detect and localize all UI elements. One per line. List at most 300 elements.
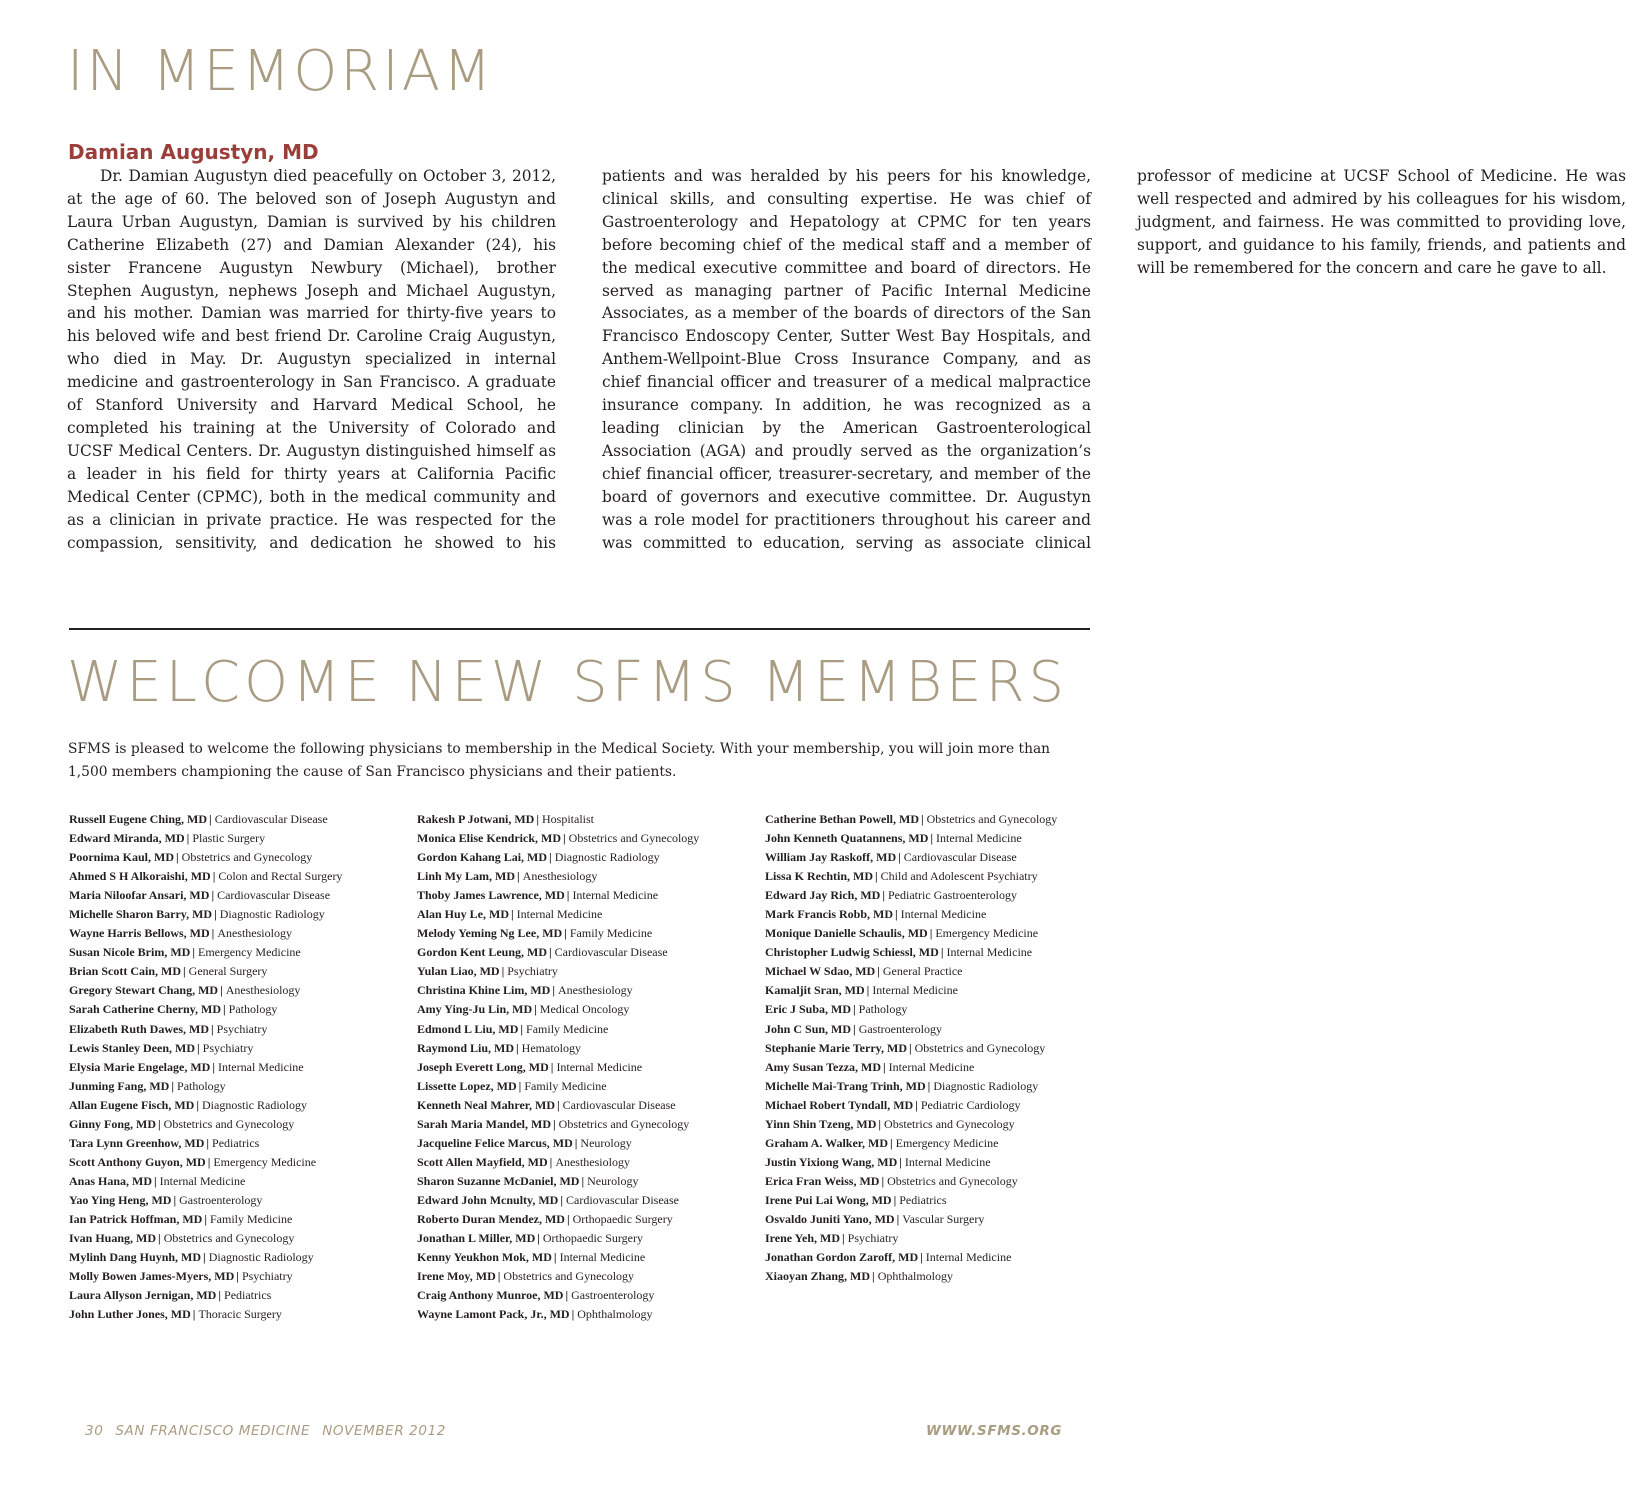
member-specialty: Psychiatry xyxy=(847,1231,899,1246)
member-specialty: Obstetrics and Gynecology xyxy=(503,1269,635,1284)
member-specialty: Gastroenterology xyxy=(858,1021,942,1036)
member-name: Gordon Kahang Lai, MD xyxy=(417,850,548,865)
member-entry xyxy=(765,1191,1057,1210)
member-entry xyxy=(69,1286,342,1305)
member-entry xyxy=(417,1020,699,1039)
member-specialty: Obstetrics and Gynecology xyxy=(181,850,313,865)
member-name: Ivan Huang, MD xyxy=(69,1231,157,1246)
member-specialty: Obstetrics and Gynecology xyxy=(163,1116,295,1131)
member-name: Laura Allyson Jernigan, MD xyxy=(69,1288,217,1303)
member-name: Raymond Liu, MD xyxy=(417,1040,515,1055)
member-specialty: Cardiovascular Disease xyxy=(554,945,668,960)
member-entry xyxy=(765,1058,1057,1077)
member-entry xyxy=(765,924,1057,943)
member-separator: | xyxy=(899,1154,902,1169)
member-separator: | xyxy=(853,1002,856,1017)
member-name: Irene Pui Lai Wong, MD xyxy=(765,1192,892,1207)
member-entry xyxy=(417,848,699,867)
member-specialty: Obstetrics and Gynecology xyxy=(558,1116,690,1131)
member-separator: | xyxy=(497,1269,501,1284)
member-name: Yinn Shin Tzeng, MD xyxy=(765,1116,877,1131)
member-specialty: Psychiatry xyxy=(241,1269,293,1284)
member-separator: | xyxy=(154,1173,157,1188)
member-name: Edmond L Liu, MD xyxy=(417,1021,519,1036)
member-entry xyxy=(417,1229,699,1248)
member-separator: | xyxy=(206,1135,210,1150)
member-name: Edward Miranda, MD xyxy=(69,831,185,846)
member-separator: | xyxy=(203,1250,206,1265)
member-specialty: Internal Medicine xyxy=(556,1059,643,1074)
member-specialty: Pediatrics xyxy=(212,1135,260,1150)
member-entry xyxy=(417,1115,699,1134)
member-name: Roberto Duran Mendez, MD xyxy=(417,1211,565,1226)
member-entry xyxy=(69,1020,342,1039)
member-separator: | xyxy=(211,888,215,903)
member-specialty: Ophthalmology xyxy=(577,1307,653,1322)
member-entry xyxy=(417,1286,699,1305)
member-separator: | xyxy=(186,831,190,846)
member-separator: | xyxy=(220,983,223,998)
member-entry xyxy=(69,886,342,905)
member-name: Erica Fran Weiss, MD xyxy=(765,1173,880,1188)
member-specialty: Internal Medicine xyxy=(572,888,659,903)
member-separator: | xyxy=(553,1250,557,1265)
member-specialty: Diagnostic Radiology xyxy=(219,907,325,922)
member-entry xyxy=(765,829,1057,848)
member-specialty: Vascular Surgery xyxy=(902,1211,985,1226)
member-entry xyxy=(765,1077,1057,1096)
member-entry xyxy=(765,1096,1057,1115)
member-entry xyxy=(69,810,342,829)
member-entry xyxy=(69,1210,342,1229)
member-name: Xiaoyan Zhang, MD xyxy=(765,1269,871,1284)
member-name: Yao Ying Heng, MD xyxy=(69,1192,172,1207)
member-specialty: Psychiatry xyxy=(202,1040,254,1055)
member-separator: | xyxy=(516,1040,519,1055)
member-entry xyxy=(69,1096,342,1115)
member-specialty: Cardiovascular Disease xyxy=(217,888,331,903)
member-separator: | xyxy=(534,1002,537,1017)
member-name: Brian Scott Cain, MD xyxy=(69,964,181,979)
member-entry xyxy=(69,943,342,962)
member-separator: | xyxy=(158,1231,161,1246)
member-name: Christopher Ludwig Schiessl, MD xyxy=(765,945,939,960)
member-entry xyxy=(69,1134,342,1153)
member-name: Justin Yixiong Wang, MD xyxy=(765,1154,898,1169)
member-name: Jonathan L Miller, MD xyxy=(417,1231,536,1246)
member-separator: | xyxy=(212,869,216,884)
member-name: Jacqueline Felice Marcus, MD xyxy=(417,1135,573,1150)
member-separator: | xyxy=(537,1231,540,1246)
member-entry xyxy=(765,867,1057,886)
member-separator: | xyxy=(553,1116,556,1131)
member-entry xyxy=(69,905,342,924)
member-name: Allan Eugene Fisch, MD xyxy=(69,1097,195,1112)
member-entry xyxy=(765,1229,1057,1248)
member-separator: | xyxy=(549,1154,553,1169)
footer-publication-line xyxy=(85,1423,446,1439)
member-specialty: Emergency Medicine xyxy=(935,926,1039,941)
member-separator: | xyxy=(881,1173,885,1188)
member-name: Anas Hana, MD xyxy=(69,1173,153,1188)
member-entry xyxy=(765,1000,1057,1019)
member-specialty: Cardiovascular Disease xyxy=(214,812,328,826)
member-entry xyxy=(69,1077,342,1096)
member-separator: | xyxy=(872,1269,875,1284)
member-separator: | xyxy=(842,1231,845,1246)
member-specialty: Diagnostic Radiology xyxy=(933,1078,1039,1093)
issue-date: NOVEMBER 2012 xyxy=(322,1423,446,1439)
member-separator: | xyxy=(929,926,933,941)
member-separator: | xyxy=(566,888,570,903)
member-entry xyxy=(69,924,342,943)
member-entry xyxy=(417,1210,699,1229)
member-name: Junming Fang, MD xyxy=(69,1078,170,1093)
member-specialty: Obstetrics and Gynecology xyxy=(926,812,1058,826)
member-name: Wayne Harris Bellows, MD xyxy=(69,926,210,941)
member-separator: | xyxy=(196,1097,199,1112)
member-separator: | xyxy=(501,964,505,979)
member-name: Alan Huy Le, MD xyxy=(417,907,510,922)
member-name: Amy Susan Tezza, MD xyxy=(765,1059,882,1074)
member-entry xyxy=(69,1191,342,1210)
member-specialty: Pediatric Gastroenterology xyxy=(888,888,1017,903)
member-name: Wayne Lamont Pack, Jr., MD xyxy=(417,1307,570,1322)
member-specialty: Family Medicine xyxy=(569,926,653,941)
member-specialty: Obstetrics and Gynecology xyxy=(887,1173,1018,1188)
member-specialty: Psychiatry xyxy=(216,1021,268,1036)
member-entry xyxy=(417,943,699,962)
member-separator: | xyxy=(183,964,186,979)
member-entry xyxy=(417,1039,699,1058)
member-entry xyxy=(765,1134,1057,1153)
member-separator: | xyxy=(563,831,566,846)
member-separator: | xyxy=(565,1288,569,1303)
member-name: Osvaldo Juniti Yano, MD xyxy=(765,1211,895,1226)
member-name: Kamaljit Sran, MD xyxy=(765,983,865,998)
member-entry xyxy=(417,1267,699,1286)
member-entry xyxy=(417,1172,699,1191)
member-separator: | xyxy=(882,888,885,903)
member-separator: | xyxy=(236,1269,239,1284)
member-specialty: Internal Medicine xyxy=(159,1173,246,1188)
member-entry xyxy=(417,829,699,848)
member-name: Kenneth Neal Mahrer, MD xyxy=(417,1097,555,1112)
member-name: Rakesh P Jotwani, MD xyxy=(417,812,535,826)
member-separator: | xyxy=(211,926,215,941)
member-specialty: Family Medicine xyxy=(526,1021,609,1036)
section-divider xyxy=(69,628,1090,630)
member-column-1 xyxy=(69,810,342,1324)
publication-name: SAN FRANCISCO MEDICINE xyxy=(115,1423,311,1439)
member-specialty: Emergency Medicine xyxy=(198,945,301,960)
member-specialty: Gastroenterology xyxy=(179,1192,263,1207)
member-specialty: Orthopaedic Surgery xyxy=(572,1211,673,1226)
member-specialty: Family Medicine xyxy=(524,1078,607,1093)
member-name: Michael Robert Tyndall, MD xyxy=(765,1097,914,1112)
member-name: Susan Nicole Brim, MD xyxy=(69,945,191,960)
member-name: Scott Allen Mayfield, MD xyxy=(417,1154,548,1169)
obituary-text: Dr. Damian Augustyn died peacefully on October 3, 2012, at the age of 60. The beloved son of Joseph Augustyn and Laura Urban Augustyn, Damian is survived by his children Catherine Elizabeth (27) and Damian Alexander (24), his sister Francene Augustyn Newbury (Michael), brother Stephen Augustyn, nephews Joseph and Michael Augustyn, and his mother. Damian was married for thirty-five years to his beloved wife and best friend Dr. Caroline Craig Augustyn, who died in May. Dr. Augustyn specialized in internal medicine and gastroenterology in San Francisco. A graduate of Stanford University and Harvard Medical School, he completed his training at the University of Colorado and UCSF Medical Centers. Dr. Augustyn distinguished himself as a leader in his field for thirty years at California Pacific Medical Center (CPMC), both in the medical community and as a clinician in private practice. He was respected for the compassion, sensitivity, and dedication he showed to his patients and was heralded by his peers for his knowledge, clinical skills, and consulting expertise. He was chief of Gastroenterology and Hepatology at CPMC for ten years before becoming chief of the medical staff and a member of the medical executive committee and board of directors. He served as managing partner of Pacific Internal Medicine Associates, as a member of the boards of directors of the San Francisco Endoscopy Center, Sutter West Bay Hospitals, and Anthem-Wellpoint-Blue Cross Insurance Company, and as chief financial officer and treasurer of a medical malpractice insurance company. In addition, he was recognized as a leading clinician by the American Gastroenterological Association (AGA) and proudly served as the organization’s chief financial officer, treasurer-secretary, and member of the board of governors and executive committee. Dr. Augustyn was a role model for practitioners throughout his career and was committed to education, serving as associate clinical professor of medicine at UCSF School of Medicine. He was well respected and admired by his colleagues for his wisdom, judgment, and fairness. He was committed to providing love, support, and guidance to his family, friends, and patients and will be remembered for the concern and care he gave to all. xyxy=(67,167,1626,552)
member-entry xyxy=(765,1267,1057,1286)
member-name: Ahmed S H Alkoraishi, MD xyxy=(69,869,211,884)
member-separator: | xyxy=(173,1192,177,1207)
member-separator: | xyxy=(915,1097,918,1112)
member-entry xyxy=(69,829,342,848)
member-specialty: Internal Medicine xyxy=(925,1250,1012,1265)
member-specialty: Pathology xyxy=(858,1002,908,1017)
member-specialty: Neurology xyxy=(587,1173,639,1188)
member-separator: | xyxy=(212,1059,215,1074)
member-specialty: Internal Medicine xyxy=(516,907,603,922)
member-specialty: Emergency Medicine xyxy=(213,1154,317,1169)
member-name: Sharon Suzanne McDaniel, MD xyxy=(417,1173,580,1188)
member-separator: | xyxy=(890,1135,893,1150)
member-separator: | xyxy=(940,945,944,960)
member-entry xyxy=(765,1210,1057,1229)
member-entry xyxy=(765,1115,1057,1134)
member-name: William Jay Raskoff, MD xyxy=(765,850,897,865)
member-entry xyxy=(417,981,699,1000)
member-separator: | xyxy=(511,907,514,922)
member-separator: | xyxy=(192,1307,196,1322)
member-separator: | xyxy=(204,1211,207,1226)
member-name: Poornima Kaul, MD xyxy=(69,850,174,865)
member-name: Stephanie Marie Terry, MD xyxy=(765,1040,907,1055)
member-separator: | xyxy=(896,1211,900,1226)
member-column-3 xyxy=(765,810,1057,1286)
member-specialty: Anesthesiology xyxy=(522,869,598,884)
member-name: Craig Anthony Munroe, MD xyxy=(417,1288,564,1303)
member-entry xyxy=(69,981,342,1000)
member-entry xyxy=(69,1172,342,1191)
member-name: Mylinh Dang Huynh, MD xyxy=(69,1250,202,1265)
member-entry xyxy=(417,1191,699,1210)
member-entry xyxy=(765,886,1057,905)
member-name: Thoby James Lawrence, MD xyxy=(417,888,565,903)
member-name: Ian Patrick Hoffman, MD xyxy=(69,1211,203,1226)
member-entry xyxy=(765,848,1057,867)
member-name: Elysia Marie Engelage, MD xyxy=(69,1059,211,1074)
member-specialty: Gastroenterology xyxy=(571,1288,655,1303)
member-separator: | xyxy=(158,1116,161,1131)
member-specialty: Plastic Surgery xyxy=(192,831,266,846)
member-specialty: Internal Medicine xyxy=(872,983,958,998)
member-name: Lissette Lopez, MD xyxy=(417,1078,517,1093)
member-entry xyxy=(69,1000,342,1019)
member-separator: | xyxy=(552,983,555,998)
member-separator: | xyxy=(877,964,880,979)
member-entry xyxy=(765,1153,1057,1172)
member-specialty: Internal Medicine xyxy=(217,1059,304,1074)
member-specialty: Family Medicine xyxy=(209,1211,293,1226)
member-entry xyxy=(69,1153,342,1172)
member-specialty: Obstetrics and Gynecology xyxy=(163,1231,295,1246)
page-number: 30 xyxy=(85,1423,104,1439)
member-specialty: Hematology xyxy=(521,1040,581,1055)
member-entry xyxy=(765,1039,1057,1058)
member-entry xyxy=(69,1248,342,1267)
member-name: Sarah Maria Mandel, MD xyxy=(417,1116,551,1131)
member-separator: | xyxy=(171,1078,175,1093)
member-entry xyxy=(765,810,1057,829)
member-specialty: Diagnostic Radiology xyxy=(202,1097,307,1112)
member-name: Gregory Stewart Chang, MD xyxy=(69,983,219,998)
member-name: Michael W Sdao, MD xyxy=(765,964,876,979)
member-name: Michelle Mai-Trang Trinh, MD xyxy=(765,1078,926,1093)
member-name: Elizabeth Ruth Dawes, MD xyxy=(69,1021,209,1036)
member-name: John C Sun, MD xyxy=(765,1021,852,1036)
member-specialty: Internal Medicine xyxy=(900,907,987,922)
member-separator: | xyxy=(878,1116,882,1131)
member-specialty: Internal Medicine xyxy=(936,831,1022,846)
member-separator: | xyxy=(893,1192,897,1207)
member-name: Ginny Fong, MD xyxy=(69,1116,157,1131)
member-specialty: Ophthalmology xyxy=(877,1269,954,1284)
member-separator: | xyxy=(211,1021,214,1036)
member-entry xyxy=(417,1305,699,1324)
member-specialty: Pathology xyxy=(228,1002,278,1017)
member-entry xyxy=(69,1267,342,1286)
member-name: Michelle Sharon Barry, MD xyxy=(69,907,213,922)
member-name: Edward Jay Rich, MD xyxy=(765,888,881,903)
member-separator: | xyxy=(197,1040,200,1055)
member-specialty: Orthopaedic Surgery xyxy=(542,1231,643,1246)
member-specialty: Pediatrics xyxy=(224,1288,272,1303)
member-specialty: General Practice xyxy=(882,964,963,979)
memoriam-title: IN MEMORIAM xyxy=(67,39,495,104)
member-name: Graham A. Walker, MD xyxy=(765,1135,889,1150)
member-entry xyxy=(765,1248,1057,1267)
member-entry xyxy=(69,848,342,867)
member-specialty: Anesthesiology xyxy=(555,1154,630,1169)
member-specialty: Neurology xyxy=(580,1135,632,1150)
member-separator: | xyxy=(564,926,567,941)
member-specialty: Internal Medicine xyxy=(888,1059,975,1074)
member-name: Scott Anthony Guyon, MD xyxy=(69,1154,206,1169)
member-separator: | xyxy=(549,850,552,865)
member-entry xyxy=(69,962,342,981)
member-name: Monica Elise Kendrick, MD xyxy=(417,831,561,846)
member-specialty: Anesthesiology xyxy=(217,926,292,941)
member-entry xyxy=(417,1153,699,1172)
member-separator: | xyxy=(908,1040,912,1055)
member-name: Gordon Kent Leung, MD xyxy=(417,945,548,960)
member-entry xyxy=(69,1115,342,1134)
member-separator: | xyxy=(192,945,195,960)
member-specialty: Diagnostic Radiology xyxy=(554,850,660,865)
member-separator: | xyxy=(549,945,552,960)
member-name: John Luther Jones, MD xyxy=(69,1307,191,1322)
member-name: Christina Khine Lim, MD xyxy=(417,983,551,998)
member-entry xyxy=(69,867,342,886)
obituary-name: Damian Augustyn, MD xyxy=(68,140,319,164)
member-name: Lissa K Rechtin, MD xyxy=(765,869,873,884)
member-name: Lewis Stanley Deen, MD xyxy=(69,1040,195,1055)
member-entry xyxy=(69,1058,342,1077)
member-separator: | xyxy=(898,850,901,865)
member-separator: | xyxy=(520,1021,524,1036)
member-separator: | xyxy=(581,1173,585,1188)
member-specialty: Child and Adolescent Psychiatry xyxy=(880,869,1038,884)
member-name: John Kenneth Quatannens, MD xyxy=(765,831,929,846)
member-specialty: Pediatric Cardiology xyxy=(920,1097,1021,1112)
member-separator: | xyxy=(853,1021,856,1036)
website-link[interactable]: WWW.SFMS.ORG xyxy=(925,1423,1062,1439)
member-name: Eric J Suba, MD xyxy=(765,1002,852,1017)
welcome-intro: SFMS is pleased to welcome the following physicians to membership in the Medical Society. With your membership, you will join more than 1,500 members championing the cause of San Francisco physicians and their patients. xyxy=(68,741,1051,780)
member-entry xyxy=(765,981,1057,1000)
member-separator: | xyxy=(536,812,539,826)
member-specialty: Internal Medicine xyxy=(904,1154,991,1169)
member-separator: | xyxy=(866,983,870,998)
member-separator: | xyxy=(571,1307,575,1322)
member-separator: | xyxy=(176,850,179,865)
member-name: Irene Yeh, MD xyxy=(765,1231,840,1246)
member-separator: | xyxy=(518,1078,522,1093)
member-entry xyxy=(417,810,699,829)
member-specialty: Anesthesiology xyxy=(558,983,633,998)
member-entry xyxy=(69,1229,342,1248)
member-specialty: Emergency Medicine xyxy=(895,1135,999,1150)
member-specialty: General Surgery xyxy=(188,964,268,979)
member-specialty: Hospitalist xyxy=(542,812,595,826)
member-entry xyxy=(69,1305,342,1324)
member-separator: | xyxy=(517,869,520,884)
welcome-title: WELCOME NEW SFMS MEMBERS xyxy=(67,650,1069,715)
member-entry xyxy=(417,905,699,924)
member-specialty: Obstetrics and Gynecology xyxy=(884,1116,1015,1131)
member-separator: | xyxy=(209,812,212,826)
member-specialty: Obstetrics and Gynecology xyxy=(914,1040,1046,1055)
member-name: Russell Eugene Ching, MD xyxy=(69,812,208,826)
member-name: Edward John Mcnulty, MD xyxy=(417,1192,559,1207)
member-entry xyxy=(417,1077,699,1096)
member-separator: | xyxy=(550,1059,554,1074)
member-entry xyxy=(417,1096,699,1115)
member-name: Linh My Lam, MD xyxy=(417,869,516,884)
member-name: Joseph Everett Long, MD xyxy=(417,1059,549,1074)
member-name: Jonathan Gordon Zaroff, MD xyxy=(765,1250,919,1265)
member-entry xyxy=(417,924,699,943)
member-entry xyxy=(69,1039,342,1058)
member-specialty: Obstetrics and Gynecology xyxy=(568,831,700,846)
member-entry xyxy=(765,905,1057,924)
member-specialty: Pediatrics xyxy=(899,1192,947,1207)
member-specialty: Diagnostic Radiology xyxy=(208,1250,314,1265)
member-name: Kenny Yeukhon Mok, MD xyxy=(417,1250,552,1265)
member-separator: | xyxy=(218,1288,222,1303)
member-specialty: Colon and Rectal Surgery xyxy=(218,869,343,884)
member-specialty: Cardiovascular Disease xyxy=(562,1097,676,1112)
member-separator: | xyxy=(223,1002,226,1017)
member-name: Monique Danielle Schaulis, MD xyxy=(765,926,928,941)
member-separator: | xyxy=(875,869,878,884)
member-entry xyxy=(765,1172,1057,1191)
member-entry xyxy=(765,943,1057,962)
member-separator: | xyxy=(927,1078,931,1093)
member-entry xyxy=(417,1000,699,1019)
member-name: Molly Bowen James-Myers, MD xyxy=(69,1269,235,1284)
member-separator: | xyxy=(920,812,924,826)
member-entry xyxy=(417,1058,699,1077)
member-specialty: Medical Oncology xyxy=(539,1002,630,1017)
member-separator: | xyxy=(574,1135,578,1150)
member-specialty: Psychiatry xyxy=(507,964,558,979)
member-separator: | xyxy=(920,1250,923,1265)
member-name: Yulan Liao, MD xyxy=(417,964,500,979)
member-specialty: Thoracic Surgery xyxy=(198,1307,282,1322)
